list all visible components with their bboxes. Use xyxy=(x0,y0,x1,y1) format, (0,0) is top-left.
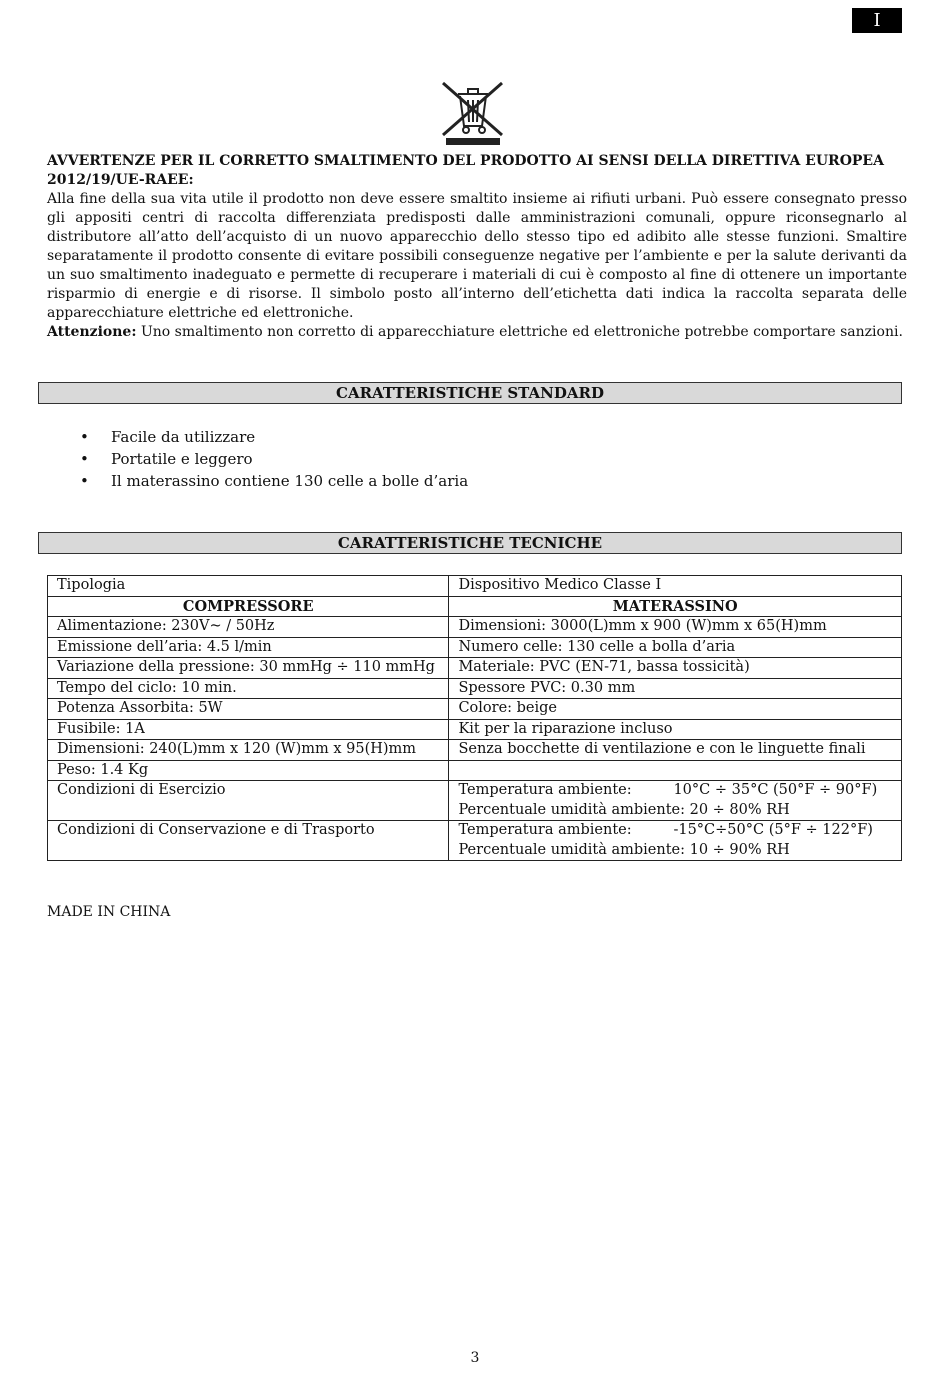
table-row xyxy=(48,719,902,740)
table-cell: Senza bocchette di ventilazione e con le linguette finali xyxy=(449,740,902,761)
temp-value: 10°C ÷ 35°C (50°F ÷ 90°F) xyxy=(673,782,878,798)
table-row xyxy=(48,637,902,658)
table-cell: Spessore PVC: 0.30 mm xyxy=(449,678,902,699)
table-cell: Kit per la riparazione incluso xyxy=(449,719,902,740)
table-cell: Dimensioni: 240(L)mm x 120 (W)mm x 95(H)mm xyxy=(48,740,449,761)
table-row xyxy=(48,617,902,638)
humidity-value: Percentuale umidità ambiente: 20 ÷ 80% RH xyxy=(458,801,790,818)
technical-specs-table xyxy=(47,575,902,861)
weee-bin-icon xyxy=(438,80,508,146)
table-cell: Alimentazione: 230V~ / 50Hz xyxy=(48,617,449,638)
table-cell: Emissione dell’aria: 4.5 l/min xyxy=(48,637,449,658)
table-cell: Tipologia xyxy=(48,576,449,597)
table-cell: Peso: 1.4 Kg xyxy=(48,760,449,781)
table-cell: Condizioni di Esercizio xyxy=(48,781,449,821)
table-row xyxy=(48,658,902,679)
made-in-label: MADE IN CHINA xyxy=(47,904,171,920)
table-row xyxy=(48,678,902,699)
table-cell: Potenza Assorbita: 5W xyxy=(48,699,449,720)
warning-label: Attenzione: xyxy=(47,324,137,340)
list-item: • Facile da utilizzare xyxy=(80,426,468,448)
compressor-header: COMPRESSORE xyxy=(48,596,449,617)
table-cell: Dispositivo Medico Classe I xyxy=(449,576,902,597)
table-cell: Dimensioni: 3000(L)mm x 900 (W)mm x 65(H)mm xyxy=(449,617,902,638)
list-item: • Portatile e leggero xyxy=(80,448,468,470)
standard-features-header: CARATTERISTICHE STANDARD xyxy=(38,382,902,404)
page-number: 3 xyxy=(470,1350,480,1366)
table-row xyxy=(48,781,902,821)
weee-disposal-notice xyxy=(47,152,907,342)
table-row xyxy=(48,699,902,720)
table-row xyxy=(48,576,902,597)
table-row xyxy=(48,740,902,761)
table-cell: Colore: beige xyxy=(449,699,902,720)
temp-label: Temperatura ambiente: xyxy=(458,782,632,798)
table-row xyxy=(48,821,902,861)
weee-body: Alla fine della sua vita utile il prodotto non deve essere smaltito insieme ai rifiuti urbani. Può essere consegnato presso gli appositi centri di raccolta differenziata predisposti dalle amministrazioni comunali, oppure riconsegnarlo al distributore all’atto dell’acquisto di un nuovo apparecchio dello stesso tipo ed adibito alle stesse funzioni. Smaltire separatamente il prodotto consente di evitare possibili conseguenze negative per l’ambiente e per la salute derivanti da un suo smaltimento inadeguato e permette di recuperare i materiali di cui è composto al fine di ottenere un importante risparmio di energie e di risorse. Il simbolo posto all’interno dell’etichetta dati indica la raccolta separata delle apparecchiature elettriche ed elettroniche. xyxy=(47,191,907,321)
table-row xyxy=(48,596,902,617)
temp-value: -15°C÷50°C (5°F ÷ 122°F) xyxy=(673,822,873,838)
table-cell: Fusibile: 1A xyxy=(48,719,449,740)
temp-label: Temperatura ambiente: xyxy=(458,822,632,838)
weee-warning xyxy=(47,323,907,342)
table-cell: Tempo del ciclo: 10 min. xyxy=(48,678,449,699)
table-cell: Numero celle: 130 celle a bolla d’aria xyxy=(449,637,902,658)
weee-title: AVVERTENZE PER IL CORRETTO SMALTIMENTO DEL PRODOTTO AI SENSI DELLA DIRETTIVA EUROPEA 2012/19/UE-RAEE: xyxy=(47,153,884,188)
technical-features-header: CARATTERISTICHE TECNICHE xyxy=(38,532,902,554)
table-cell: Condizioni di Conservazione e di Trasporto xyxy=(48,821,449,861)
table-cell: Variazione della pressione: 30 mmHg ÷ 110 mmHg xyxy=(48,658,449,679)
humidity-value: Percentuale umidità ambiente: 10 ÷ 90% RH xyxy=(458,841,790,858)
table-row xyxy=(48,760,902,781)
standard-features-list xyxy=(80,426,468,492)
mattress-header: MATERASSINO xyxy=(449,596,902,617)
table-cell xyxy=(449,781,902,821)
table-cell: Materiale: PVC (EN-71, bassa tossicità) xyxy=(449,658,902,679)
list-item: • Il materassino contiene 130 celle a bolle d’aria xyxy=(80,470,468,492)
language-badge: I xyxy=(852,8,902,33)
warning-text: Uno smaltimento non corretto di apparecchiature elettriche ed elettroniche potrebbe comportare sanzioni. xyxy=(136,324,903,340)
table-cell xyxy=(449,760,902,781)
table-cell xyxy=(449,821,902,861)
